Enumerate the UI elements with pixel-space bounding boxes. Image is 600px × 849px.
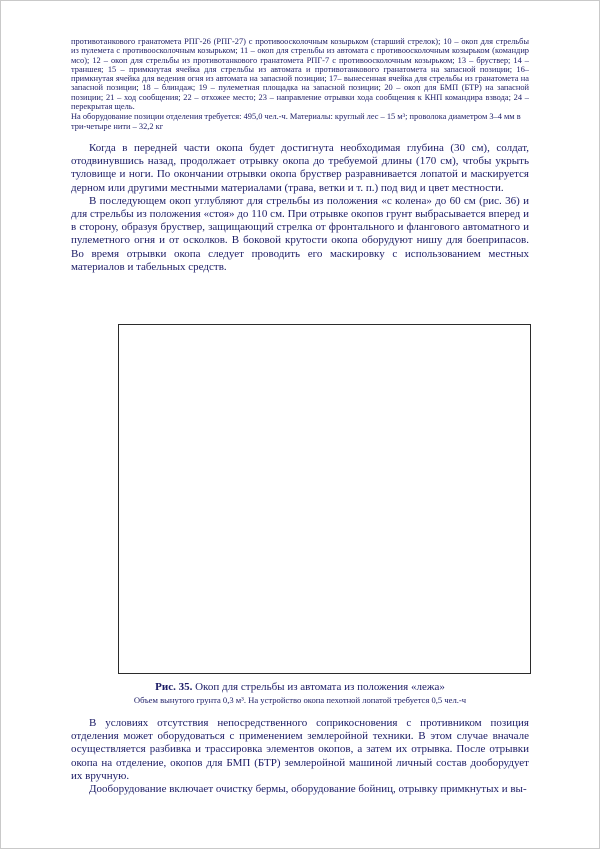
paragraph-trench-deepening: В последующем окоп углубляют для стрельбы из положения «с колена» до 60 см (рис. 36) и для стрельбы из положения «стоя» до 110 см. При отрывке окопов грунт выбрасывается вперед и в сторону, образуя бруствер, защищающий стрелка от фронтального и флангового автоматного и пулеметного огня и от осколков. В боковой крутости окопа оборудуют нишу для боеприпасов. Во время отрывки окопа следует проводить его маскировку с использованием местных материалов и табельных средств. [71, 194, 529, 273]
figure-35-image [118, 324, 531, 674]
figure-caption-label: Рис. 35. [155, 681, 193, 693]
figure-34-legend-continuation: противотанкового гранатомета РПГ-26 (РПГ-27) с противоосколочным козырьком (старший стрелок); 10 – окоп для стрельбы из пулемета с противоосколочным козырьком; 11 – окоп для стрельбы из автомата с противоосколочным козырьком (командир мсо); 12 – окоп для стрельбы из противотанкового гранатомета РПГ-7 с противоосколочным козырьком; 13 – бруствер; 14 – траншея; 15 – примкнутая ячейка для стрельбы из автомата и противотанкового гранатомета на запасной позиции; 16– примкнутая ячейка для ведения огня из автомата на запасной позиции; 17– вынесенная ячейка для стрельбы из гранатомета на запасной позиции; 18 – блиндаж; 19 – пулеметная площадка на запасной позиции; 20 – окоп для БМП (БТР) на запасной позиции; 21 – ход сообщения; 22 – отхожее место; 23 – направление отрывки хода сообщения к КНП командира взвода; 24 – перекрытая щель. [71, 37, 529, 112]
paragraph-additional-equipping: Дооборудование включает очистку бермы, оборудование бойниц, отрывку примкнутых и вы- [89, 783, 527, 796]
figure-35-note: Объем вынутого грунта 0,3 м³. На устройство окопа пехотной лопатой требуется 0,5 чел.-ч [133, 695, 467, 705]
page-content [71, 37, 529, 796]
figure-caption-title: Окоп для стрельбы из автомата из положения «лежа» [192, 681, 445, 693]
paragraph-trench-digging: Когда в передней части окопа будет достигнута необходимая глубина (30 см), солдат, отодвинувшись назад, продолжает отрывку окопа до требуемой длины (170 см), чтобы укрыть туловище и ноги. По окончании отрывки окопа бруствер разравнивается лопатой и маскируется дерном или другими местными материалами (трава, ветки и т. п.) под вид и цвет местности. [71, 141, 529, 194]
paragraph-machinery-equipping: В условиях отсутствия непосредственного соприкосновения с противником позиция отделения может оборудоваться с применением землеройной техники. В этом случае вначале осуществляется разбивка и трассировка элементов окопов, а затем их отрывка. После отрывки окопа на отделение, окопов для БМП (БТР) землеройной машиной личный состав дооборудует их вручную. [71, 717, 529, 782]
resource-requirements-text: На оборудование позиции отделения требуется: 495,0 чел.-ч. Материалы: круглый лес – 15 м³; проволока диаметром 3–4 мм в три-четыре нити – 32,2 кг [71, 112, 521, 131]
figure-35-caption [71, 681, 529, 694]
